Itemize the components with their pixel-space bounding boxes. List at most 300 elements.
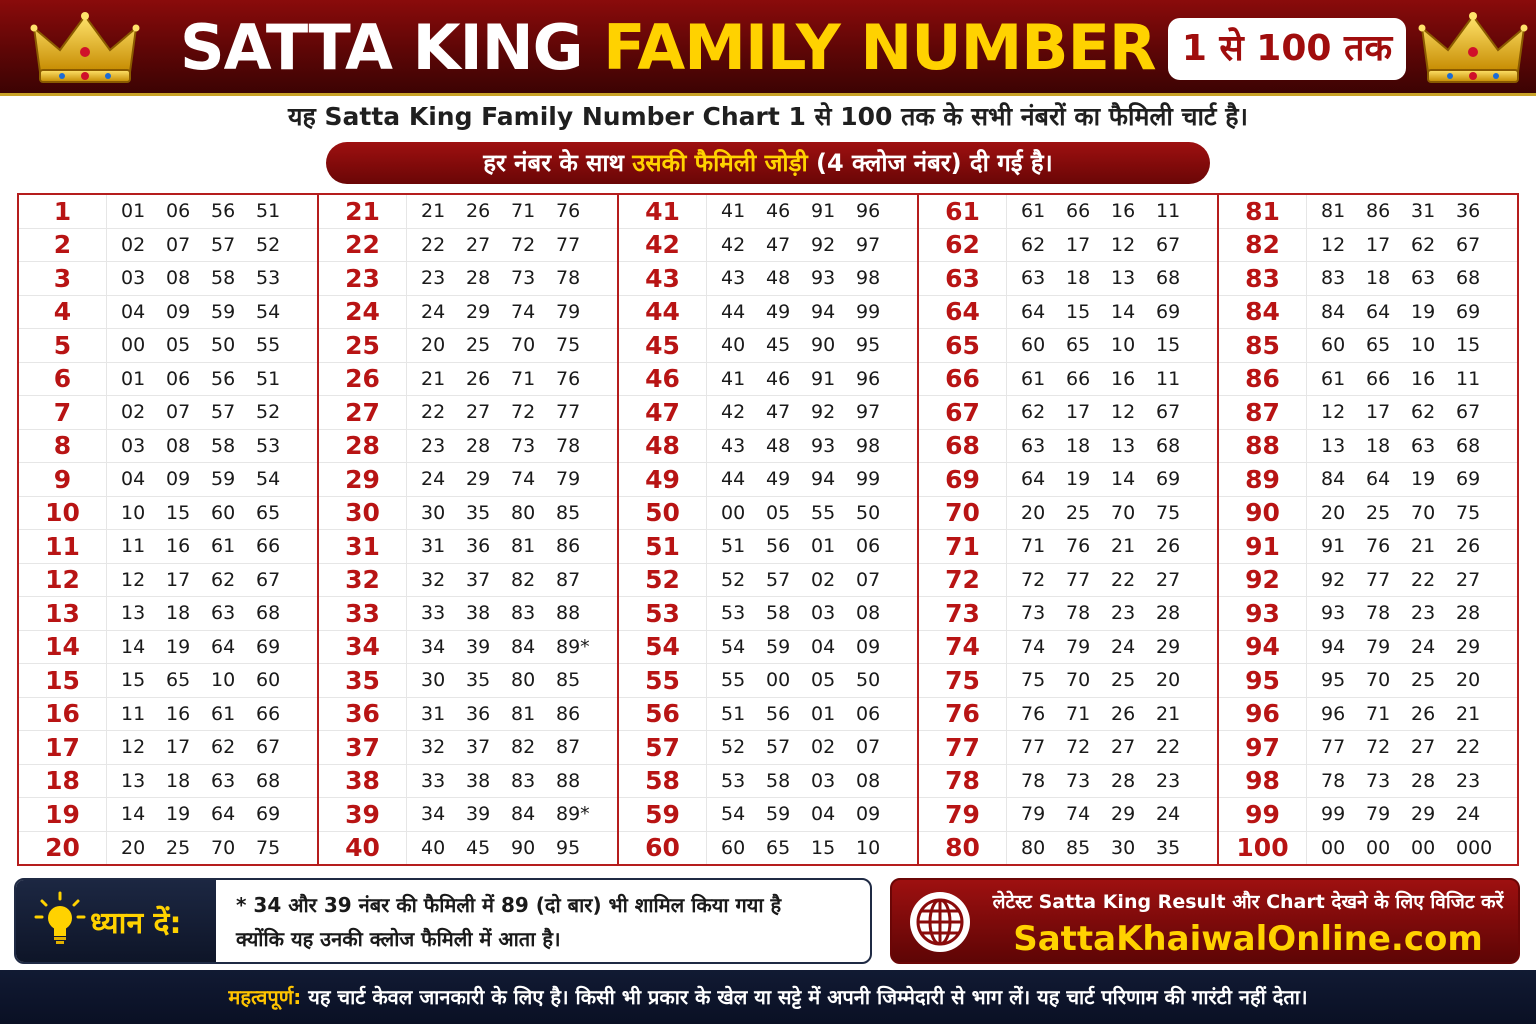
family-number: 24	[1156, 803, 1181, 826]
family-number: 76	[556, 200, 581, 223]
base-number: 22	[319, 229, 407, 262]
family-number: 73	[511, 267, 536, 290]
family-number: 83	[1321, 267, 1346, 290]
chart-row	[919, 664, 1217, 698]
family-number: 21	[1411, 535, 1436, 558]
family-number-chart	[17, 193, 1519, 866]
family-numbers	[707, 569, 917, 591]
family-number: 55	[256, 334, 281, 357]
base-number: 31	[319, 530, 407, 563]
base-number: 80	[919, 832, 1007, 865]
family-number: 07	[856, 736, 881, 759]
family-number: 00	[121, 334, 146, 357]
note-box	[14, 878, 872, 964]
family-number: 26	[466, 200, 491, 223]
base-number: 67	[919, 396, 1007, 429]
family-number: 14	[1111, 468, 1136, 491]
family-number: 09	[166, 468, 191, 491]
family-number: 63	[1411, 434, 1436, 457]
family-number: 66	[256, 535, 281, 558]
chart-row	[919, 765, 1217, 799]
family-number: 16	[1111, 367, 1136, 390]
chart-row	[319, 296, 617, 330]
family-number: 27	[1156, 568, 1181, 591]
family-numbers	[407, 535, 617, 557]
family-number: 10	[1411, 334, 1436, 357]
family-number: 12	[121, 736, 146, 759]
chart-row	[919, 262, 1217, 296]
family-number: 32	[421, 736, 446, 759]
chart-row	[319, 262, 617, 296]
family-numbers	[407, 267, 617, 289]
family-number: 22	[1156, 736, 1181, 759]
base-number: 92	[1219, 564, 1307, 597]
family-number: 10	[211, 669, 236, 692]
family-number: 03	[811, 602, 836, 625]
chart-row	[619, 564, 917, 598]
note-label: ध्यान दें:	[90, 905, 182, 941]
family-numbers	[407, 803, 617, 825]
family-number: 29	[1456, 635, 1481, 658]
base-number: 21	[319, 195, 407, 228]
family-number: 82	[511, 736, 536, 759]
chart-row	[1219, 396, 1517, 430]
family-number: 23	[1111, 602, 1136, 625]
family-numbers	[1307, 669, 1517, 691]
family-numbers	[1007, 267, 1217, 289]
base-number: 35	[319, 664, 407, 697]
family-number: 86	[556, 535, 581, 558]
chart-row	[619, 597, 917, 631]
chart-column	[319, 195, 619, 864]
family-number: 33	[421, 769, 446, 792]
family-number: 26	[1111, 702, 1136, 725]
base-number: 44	[619, 296, 707, 329]
family-number: 21	[421, 200, 446, 223]
family-number: 26	[466, 367, 491, 390]
family-number: 78	[556, 267, 581, 290]
family-number: 67	[1156, 233, 1181, 256]
family-number: 08	[856, 769, 881, 792]
family-number: 92	[1321, 568, 1346, 591]
family-number: 78	[1021, 769, 1046, 792]
family-number: 69	[256, 635, 281, 658]
family-number: 90	[511, 836, 536, 859]
family-numbers	[107, 435, 317, 457]
family-number: 67	[256, 568, 281, 591]
family-numbers	[1307, 267, 1517, 289]
family-number: 08	[166, 267, 191, 290]
base-number: 39	[319, 798, 407, 831]
family-number: 60	[256, 669, 281, 692]
base-number: 70	[919, 497, 1007, 530]
family-number: 41	[721, 367, 746, 390]
family-number: 19	[166, 803, 191, 826]
family-number: 79	[1366, 635, 1391, 658]
family-number: 60	[1321, 334, 1346, 357]
family-numbers	[107, 736, 317, 758]
family-number: 62	[211, 736, 236, 759]
family-number: 27	[1456, 568, 1481, 591]
chart-column	[19, 195, 319, 864]
family-number: 11	[121, 702, 146, 725]
chart-row	[1219, 698, 1517, 732]
family-numbers	[407, 669, 617, 691]
family-number: 75	[256, 836, 281, 859]
base-number: 72	[919, 564, 1007, 597]
family-number: 86	[556, 702, 581, 725]
family-number: 96	[856, 367, 881, 390]
chart-row	[1219, 430, 1517, 464]
chart-row	[319, 631, 617, 665]
base-number: 69	[919, 463, 1007, 496]
family-numbers	[1007, 602, 1217, 624]
family-number: 43	[721, 267, 746, 290]
chart-row	[619, 229, 917, 263]
base-number: 43	[619, 262, 707, 295]
chart-row	[619, 698, 917, 732]
family-number: 27	[466, 233, 491, 256]
family-numbers	[1007, 200, 1217, 222]
family-number: 58	[211, 267, 236, 290]
family-number: 79	[556, 300, 581, 323]
base-number: 65	[919, 329, 1007, 362]
family-number: 10	[856, 836, 881, 859]
family-number: 59	[211, 468, 236, 491]
family-number: 22	[421, 233, 446, 256]
base-number: 8	[19, 430, 107, 463]
chart-column	[619, 195, 919, 864]
family-number: 26	[1411, 702, 1436, 725]
family-number: 99	[856, 300, 881, 323]
base-number: 7	[19, 396, 107, 429]
family-number: 20	[121, 836, 146, 859]
family-number: 94	[811, 468, 836, 491]
family-number: 96	[1321, 702, 1346, 725]
family-number: 14	[121, 635, 146, 658]
family-numbers	[1307, 636, 1517, 658]
base-number: 95	[1219, 664, 1307, 697]
family-number: 19	[1066, 468, 1091, 491]
family-number: 70	[1366, 669, 1391, 692]
globe-icon	[908, 890, 972, 954]
family-number: 69	[1156, 300, 1181, 323]
family-number: 89*	[556, 803, 590, 826]
family-number: 51	[721, 535, 746, 558]
footer-label: महत्वपूर्ण:	[228, 985, 302, 1009]
family-number: 93	[1321, 602, 1346, 625]
family-number: 95	[556, 836, 581, 859]
family-numbers	[1007, 468, 1217, 490]
family-number: 17	[1366, 233, 1391, 256]
family-number: 68	[256, 769, 281, 792]
crown-icon	[1418, 10, 1528, 90]
family-number: 11	[121, 535, 146, 558]
chart-row	[919, 296, 1217, 330]
family-number: 01	[811, 702, 836, 725]
family-number: 14	[1111, 300, 1136, 323]
chart-row	[1219, 597, 1517, 631]
family-number: 10	[121, 501, 146, 524]
family-number: 30	[421, 501, 446, 524]
family-number: 23	[421, 434, 446, 457]
subpill-part1: हर नंबर के साथ	[483, 149, 633, 177]
note-label-panel	[16, 880, 216, 962]
base-number: 47	[619, 396, 707, 429]
base-number: 19	[19, 798, 107, 831]
family-numbers	[107, 234, 317, 256]
base-number: 96	[1219, 698, 1307, 731]
chart-row	[19, 463, 317, 497]
family-number: 81	[1321, 200, 1346, 223]
base-number: 66	[919, 363, 1007, 396]
family-number: 58	[766, 602, 791, 625]
family-numbers	[1007, 535, 1217, 557]
family-numbers	[1007, 636, 1217, 658]
family-numbers	[1007, 669, 1217, 691]
chart-row	[319, 765, 617, 799]
base-number: 51	[619, 530, 707, 563]
family-number: 15	[811, 836, 836, 859]
base-number: 62	[919, 229, 1007, 262]
family-number: 74	[1021, 635, 1046, 658]
family-numbers	[1307, 803, 1517, 825]
family-number: 68	[1156, 267, 1181, 290]
family-number: 39	[466, 803, 491, 826]
family-numbers	[1307, 468, 1517, 490]
family-number: 50	[856, 669, 881, 692]
base-number: 30	[319, 497, 407, 530]
promo-banner[interactable]	[890, 878, 1520, 964]
family-number: 69	[1156, 468, 1181, 491]
base-number: 73	[919, 597, 1007, 630]
family-number: 18	[1066, 267, 1091, 290]
family-number: 03	[811, 769, 836, 792]
family-number: 22	[421, 401, 446, 424]
family-number: 23	[1456, 769, 1481, 792]
chart-row	[19, 530, 317, 564]
family-number: 13	[1321, 434, 1346, 457]
family-number: 76	[1021, 702, 1046, 725]
chart-row	[1219, 564, 1517, 598]
chart-row	[319, 229, 617, 263]
family-number: 70	[1111, 501, 1136, 524]
family-number: 32	[421, 568, 446, 591]
chart-row	[19, 631, 317, 665]
family-number: 66	[1366, 367, 1391, 390]
chart-row	[1219, 832, 1517, 865]
base-number: 82	[1219, 229, 1307, 262]
family-number: 12	[1111, 233, 1136, 256]
chart-row	[919, 530, 1217, 564]
family-number: 25	[1111, 669, 1136, 692]
chart-row	[919, 329, 1217, 363]
chart-row	[1219, 229, 1517, 263]
base-number: 20	[19, 832, 107, 865]
chart-row	[919, 229, 1217, 263]
family-number: 09	[856, 635, 881, 658]
family-number: 29	[466, 300, 491, 323]
chart-row	[919, 195, 1217, 229]
family-number: 47	[766, 401, 791, 424]
family-numbers	[407, 468, 617, 490]
base-number: 52	[619, 564, 707, 597]
family-number: 91	[1321, 535, 1346, 558]
family-number: 02	[121, 401, 146, 424]
family-number: 92	[811, 233, 836, 256]
base-number: 74	[919, 631, 1007, 664]
family-number: 17	[166, 568, 191, 591]
base-number: 88	[1219, 430, 1307, 463]
base-number: 28	[319, 430, 407, 463]
family-numbers	[407, 200, 617, 222]
chart-row	[1219, 195, 1517, 229]
family-numbers	[107, 200, 317, 222]
family-number: 15	[1156, 334, 1181, 357]
base-number: 11	[19, 530, 107, 563]
family-number: 78	[1366, 602, 1391, 625]
family-number: 89*	[556, 635, 590, 658]
base-number: 63	[919, 262, 1007, 295]
family-number: 50	[211, 334, 236, 357]
family-number: 68	[256, 602, 281, 625]
chart-column	[919, 195, 1219, 864]
chart-row	[19, 195, 317, 229]
family-number: 52	[256, 401, 281, 424]
family-number: 49	[766, 468, 791, 491]
chart-row	[919, 497, 1217, 531]
chart-row	[19, 765, 317, 799]
family-number: 05	[166, 334, 191, 357]
base-number: 90	[1219, 497, 1307, 530]
family-number: 52	[721, 736, 746, 759]
family-number: 59	[211, 300, 236, 323]
family-numbers	[107, 401, 317, 423]
family-numbers	[707, 435, 917, 457]
family-number: 21	[1456, 702, 1481, 725]
family-numbers	[107, 803, 317, 825]
chart-row	[1219, 329, 1517, 363]
family-number: 20	[421, 334, 446, 357]
family-numbers	[1307, 703, 1517, 725]
family-number: 54	[256, 300, 281, 323]
chart-row	[619, 430, 917, 464]
family-number: 62	[1411, 233, 1436, 256]
base-number: 94	[1219, 631, 1307, 664]
base-number: 38	[319, 765, 407, 798]
chart-row	[19, 296, 317, 330]
family-number: 10	[1111, 334, 1136, 357]
base-number: 71	[919, 530, 1007, 563]
family-number: 17	[1066, 233, 1091, 256]
base-number: 29	[319, 463, 407, 496]
family-number: 28	[1411, 769, 1436, 792]
family-numbers	[107, 636, 317, 658]
family-number: 72	[511, 233, 536, 256]
family-number: 96	[856, 200, 881, 223]
family-number: 00	[766, 669, 791, 692]
family-number: 94	[1321, 635, 1346, 658]
family-number: 13	[121, 602, 146, 625]
family-number: 57	[766, 736, 791, 759]
base-number: 33	[319, 597, 407, 630]
family-number: 19	[166, 635, 191, 658]
family-number: 54	[256, 468, 281, 491]
website-link[interactable]: SattaKhaiwalOnline.com	[1013, 919, 1483, 959]
chart-row	[619, 497, 917, 531]
family-number: 68	[1456, 434, 1481, 457]
family-number: 79	[1366, 803, 1391, 826]
family-number: 06	[166, 200, 191, 223]
family-number: 87	[556, 736, 581, 759]
family-numbers	[107, 837, 317, 859]
family-numbers	[707, 703, 917, 725]
family-numbers	[1007, 435, 1217, 457]
family-number: 61	[211, 702, 236, 725]
chart-row	[619, 296, 917, 330]
chart-row	[619, 329, 917, 363]
family-number: 42	[721, 233, 746, 256]
chart-row	[619, 832, 917, 865]
family-number: 45	[466, 836, 491, 859]
base-number: 25	[319, 329, 407, 362]
family-number: 33	[421, 602, 446, 625]
family-numbers	[707, 602, 917, 624]
chart-row	[319, 363, 617, 397]
family-number: 88	[556, 602, 581, 625]
base-number: 59	[619, 798, 707, 831]
family-number: 68	[1156, 434, 1181, 457]
family-number: 36	[466, 535, 491, 558]
family-numbers	[1307, 301, 1517, 323]
family-number: 46	[766, 367, 791, 390]
family-number: 06	[166, 367, 191, 390]
title-part2: FAMILY NUMBER	[603, 11, 1156, 84]
family-number: 25	[1366, 501, 1391, 524]
base-number: 68	[919, 430, 1007, 463]
family-number: 27	[466, 401, 491, 424]
family-number: 45	[766, 334, 791, 357]
chart-row	[319, 731, 617, 765]
family-numbers	[1007, 234, 1217, 256]
family-number: 59	[766, 635, 791, 658]
chart-row	[319, 798, 617, 832]
family-number: 18	[1066, 434, 1091, 457]
family-number: 06	[856, 702, 881, 725]
family-number: 69	[1456, 468, 1481, 491]
family-number: 61	[1321, 367, 1346, 390]
chart-row	[19, 430, 317, 464]
base-number: 16	[19, 698, 107, 731]
family-numbers	[407, 502, 617, 524]
base-number: 54	[619, 631, 707, 664]
family-number: 79	[1066, 635, 1091, 658]
family-number: 24	[421, 300, 446, 323]
chart-row	[1219, 731, 1517, 765]
family-number: 64	[211, 803, 236, 826]
chart-row	[19, 497, 317, 531]
chart-row	[319, 832, 617, 865]
chart-row	[619, 363, 917, 397]
family-number: 92	[811, 401, 836, 424]
family-number: 04	[121, 300, 146, 323]
family-number: 71	[1066, 702, 1091, 725]
base-number: 89	[1219, 463, 1307, 496]
family-numbers	[1007, 401, 1217, 423]
base-number: 75	[919, 664, 1007, 697]
family-number: 98	[856, 267, 881, 290]
family-number: 78	[1066, 602, 1091, 625]
